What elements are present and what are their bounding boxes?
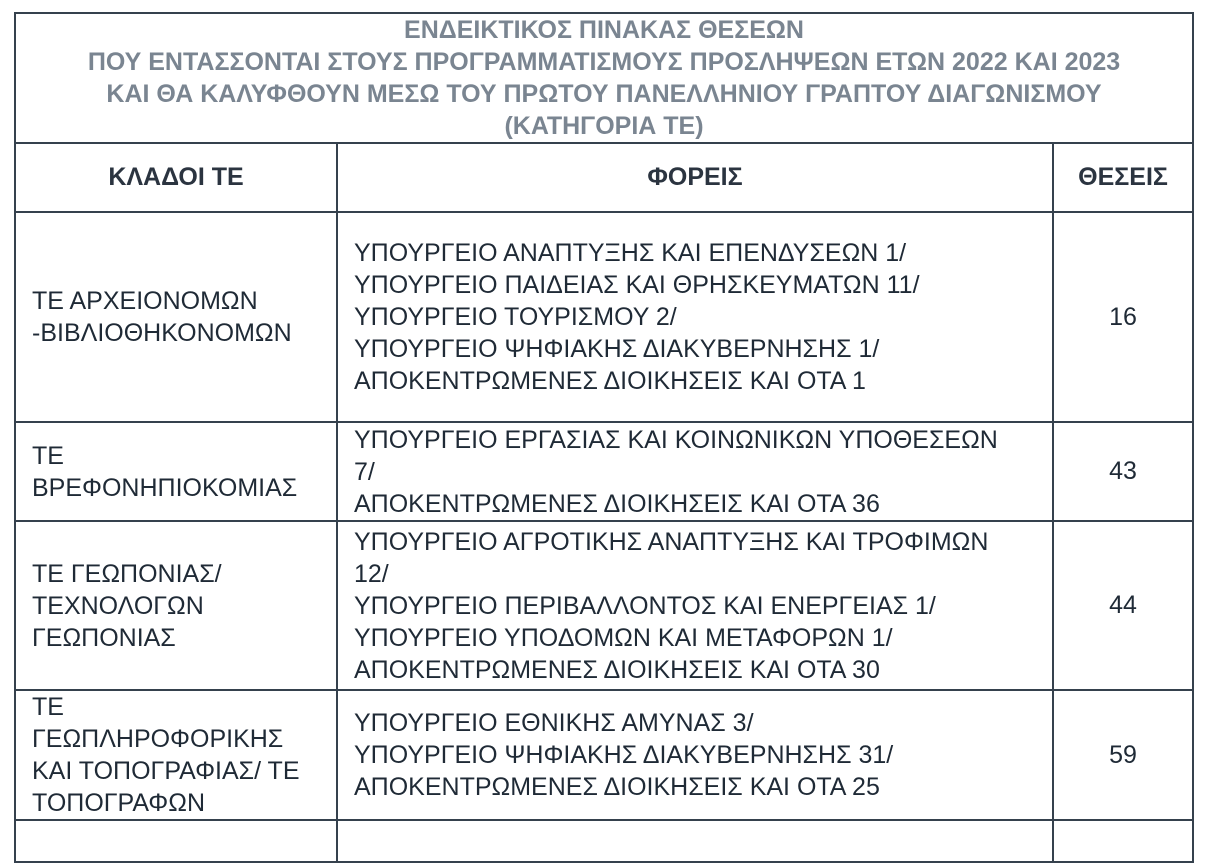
kladoi-line: ΚΑΙ ΤΟΠΟΓΡΑΦΙΑΣ/ ΤΕ	[32, 757, 300, 785]
foreis-cell	[337, 212, 1053, 422]
table-row	[15, 820, 1193, 862]
foreis-cell	[337, 690, 1053, 820]
kladoi-line: ΓΕΩΠΛΗΡΟΦΟΡΙΚΗΣ	[32, 725, 284, 753]
kladoi-cell	[15, 820, 337, 862]
foreis-line: ΥΠΟΥΡΓΕΙΟ ΕΘΝΙΚΗΣ ΑΜΥΝΑΣ 3/	[354, 709, 754, 737]
foreis-line: 12/	[354, 559, 389, 588]
kladoi-line: ΤΟΠΟΓΡΑΦΩΝ	[32, 789, 205, 817]
table-title	[15, 13, 1193, 143]
foreis-cell	[337, 422, 1053, 521]
table-row	[15, 422, 1193, 521]
kladoi-line: ΤΕ	[32, 693, 64, 721]
foreis-cell	[337, 521, 1053, 690]
title-line-3: ΚΑΙ ΘΑ ΚΑΛΥΦΘΟΥΝ ΜΕΣΩ ΤΟΥ ΠΡΩΤΟΥ ΠΑΝΕΛΛΗΝΙΟΥ ΓΡΑΠΤΟΥ ΔΙΑΓΩΝΙΣΜΟΥ	[106, 80, 1102, 108]
header-kladoi: ΚΛΑΔΟΙ ΤΕ	[15, 143, 337, 212]
foreis-line: ΑΠΟΚΕΝΤΡΩΜΕΝΕΣ ΔΙΟΙΚΗΣΕΙΣ ΚΑΙ ΟΤΑ 36	[354, 489, 880, 518]
header-theseis: ΘΕΣΕΙΣ	[1053, 143, 1193, 212]
foreis-line: ΥΠΟΥΡΓΕΙΟ ΑΝΑΠΤΥΞΗΣ ΚΑΙ ΕΠΕΝΔΥΣΕΩΝ 1/	[354, 239, 907, 267]
kladoi-cell	[15, 521, 337, 690]
kladoi-line: ΤΕ	[32, 441, 64, 470]
positions-table	[14, 12, 1194, 863]
foreis-line: ΥΠΟΥΡΓΕΙΟ ΠΕΡΙΒΑΛΛΟΝΤΟΣ ΚΑΙ ΕΝΕΡΓΕΙΑΣ 1/	[354, 591, 936, 620]
theseis-cell: 44	[1053, 521, 1193, 690]
title-line-1: ΕΝΔΕΙΚΤΙΚΟΣ ΠΙΝΑΚΑΣ ΘΕΣΕΩΝ	[404, 16, 804, 44]
theseis-cell: 16	[1053, 212, 1193, 422]
theseis-cell	[1053, 820, 1193, 862]
foreis-line: ΥΠΟΥΡΓΕΙΟ ΠΑΙΔΕΙΑΣ ΚΑΙ ΘΡΗΣΚΕΥΜΑΤΩΝ 11/	[354, 271, 920, 299]
theseis-cell: 43	[1053, 422, 1193, 521]
header-row	[15, 143, 1193, 212]
header-foreis: ΦΟΡΕΙΣ	[337, 143, 1053, 212]
title-line-2: ΠΟΥ ΕΝΤΑΣΣΟΝΤΑΙ ΣΤΟΥΣ ΠΡΟΓΡΑΜΜΑΤΙΣΜΟΥΣ ΠΡΟΣΛΗΨΕΩΝ ΕΤΩΝ 2022 ΚΑΙ 2023	[87, 48, 1121, 76]
kladoi-line: ΤΕ ΑΡΧΕΙΟΝΟΜΩΝ	[32, 287, 258, 315]
foreis-line: ΥΠΟΥΡΓΕΙΟ ΑΓΡΟΤΙΚΗΣ ΑΝΑΠΤΥΞΗΣ ΚΑΙ ΤΡΟΦΙΜΩΝ	[354, 527, 989, 556]
kladoi-cell	[15, 690, 337, 820]
kladoi-line: ΤΕ ΓΕΩΠΟΝΙΑΣ/	[32, 559, 222, 588]
foreis-line: ΑΠΟΚΕΝΤΡΩΜΕΝΕΣ ΔΙΟΙΚΗΣΕΙΣ ΚΑΙ ΟΤΑ 30	[354, 655, 880, 684]
kladoi-line: ΓΕΩΠΟΝΙΑΣ	[32, 623, 176, 652]
foreis-line: ΑΠΟΚΕΝΤΡΩΜΕΝΕΣ ΔΙΟΙΚΗΣΕΙΣ ΚΑΙ ΟΤΑ 25	[354, 773, 880, 801]
foreis-line: ΥΠΟΥΡΓΕΙΟ ΥΠΟΔΟΜΩΝ ΚΑΙ ΜΕΤΑΦΟΡΩΝ 1/	[354, 623, 893, 652]
foreis-line: ΥΠΟΥΡΓΕΙΟ ΨΗΦΙΑΚΗΣ ΔΙΑΚΥΒΕΡΝΗΣΗΣ 31/	[354, 741, 894, 769]
foreis-line: ΑΠΟΚΕΝΤΡΩΜΕΝΕΣ ΔΙΟΙΚΗΣΕΙΣ ΚΑΙ ΟΤΑ 1	[354, 367, 866, 395]
kladoi-cell	[15, 422, 337, 521]
title-row	[15, 13, 1193, 143]
foreis-line: ΥΠΟΥΡΓΕΙΟ ΨΗΦΙΑΚΗΣ ΔΙΑΚΥΒΕΡΝΗΣΗΣ 1/	[354, 335, 880, 363]
foreis-line: ΥΠΟΥΡΓΕΙΟ ΤΟΥΡΙΣΜΟΥ 2/	[354, 303, 677, 331]
theseis-cell: 59	[1053, 690, 1193, 820]
title-line-4: (ΚΑΤΗΓΟΡΙΑ ΤΕ)	[504, 112, 704, 140]
table-row	[15, 521, 1193, 690]
kladoi-line: -ΒΙΒΛΙΟΘΗΚΟΝΟΜΩΝ	[32, 319, 292, 347]
foreis-cell	[337, 820, 1053, 862]
foreis-line: 7/	[354, 457, 375, 486]
table-row	[15, 212, 1193, 422]
kladoi-line: ΒΡΕΦΟΝΗΠΙΟΚΟΜΙΑΣ	[32, 473, 298, 502]
foreis-line: ΥΠΟΥΡΓΕΙΟ ΕΡΓΑΣΙΑΣ ΚΑΙ ΚΟΙΝΩΝΙΚΩΝ ΥΠΟΘΕΣΕΩΝ	[354, 425, 998, 454]
kladoi-line: ΤΕΧΝΟΛΟΓΩΝ	[32, 591, 204, 620]
table-row	[15, 690, 1193, 820]
kladoi-cell	[15, 212, 337, 422]
